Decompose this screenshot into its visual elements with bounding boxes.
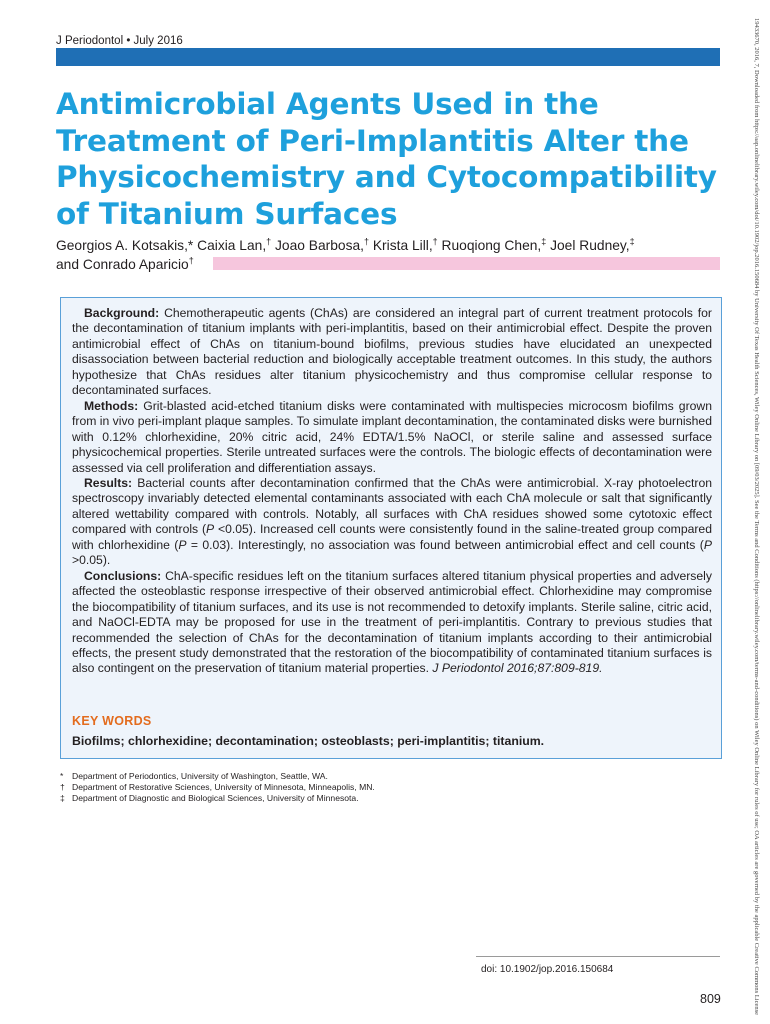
highlight-bar	[213, 257, 720, 270]
doi-rule	[476, 956, 720, 957]
article-title: Antimicrobial Agents Used in the Treatment of Peri-Implantitis Alter the Physicochemistry and Cytocompatibility of Titanium Surfaces	[56, 87, 717, 231]
conclusions-text: ChA-specific residues left on the titanium surfaces altered titanium physical properties and adversely affected the osteoblastic response irrespective of their observed antimicrobial effect. Chlorhexidine may compromise the biocompatibility of titanium surfaces, and its use is not recommended to detoxify implants. Sterile saline, citric acid, and NaOCl-EDTA may be proposed for use in the treatment of peri-implantitis. Contrary to previous studies that recommended the selection of ChAs for the decontamination of titanium implants according to their antimicrobial effects, the present study demonstrated that the restoration of the biocompatibility of contaminated titanium surfaces is also contingent on the preservation of titanium material properties.	[72, 568, 712, 676]
author-mark: †	[364, 236, 370, 247]
footnote	[60, 793, 660, 804]
author-name: Joao Barbosa,	[275, 238, 364, 253]
p-value-symbol: P	[206, 522, 215, 537]
abstract-methods	[72, 399, 712, 476]
keywords-heading: KEY WORDS	[72, 714, 152, 728]
background-text: Chemotherapeutic agents (ChAs) are considered an integral part of current treatment protocols for the decontamination of titanium implants with peri-implantitis, based on their antimicrobial effect. Despite the proven antimicrobial effect of ChAs on titanium-bound biofilms, previous studies have elucidated an unexpected disassociation between bacterial reduction and biologically acceptable treatment outcomes. In this study, the authors hypothesize that ChAs residues alter titanium physicochemistry and thus compromise cellular response to decontaminated surfaces.	[72, 306, 712, 398]
citation: J Periodontol 2016;87:809-819.	[432, 661, 603, 676]
author-mark: *	[187, 238, 194, 253]
footnote-mark: †	[60, 782, 65, 792]
author-mark: †	[188, 254, 194, 265]
footnote-mark: ‡	[60, 793, 65, 803]
background-label: Background:	[84, 306, 160, 320]
p-value-symbol: P	[703, 537, 712, 552]
footnote	[60, 782, 660, 793]
journal-header: J Periodontol • July 2016	[56, 35, 183, 47]
abstract-background	[72, 306, 712, 399]
conclusions-label: Conclusions:	[84, 568, 162, 583]
results-text: Bacterial counts after decontamination confirmed that the ChAs were antimicrobial. X-ray photoelectron spectroscopy invariably detected elemental contaminants associated with each ChA molecule or salt that significantly altered wettability compared with controls. Notably, all surfaces with ChA residues showed some cytotoxic effect compared with controls (	[72, 475, 713, 537]
results-text: <0.05). Increased cell counts were consistently found in the saline-treated group compared with chlorhexidine (	[72, 522, 712, 552]
download-notice: 19433670, 2016, 7, Downloaded from https://aap.onlinelibrary.wiley.com/doi/10.1902/jop.2016.150684 by University Of Texas Health Sciences, Wiley Online Library on [09/03/2025]. See the Terms and Conditions (https://onlinelibrary.wiley.com/terms-and-conditions) on Wiley Online Library for rules of use; OA articles are governed by the applicable Creative Commons License	[753, 18, 760, 1016]
keywords-list: Biofilms; chlorhexidine; decontamination; osteoblasts; peri-implantitis; titanium.	[72, 734, 545, 748]
author-mark: ‡	[541, 236, 547, 247]
author-name: Ruoqiong Chen,	[441, 238, 542, 253]
footnote-text: Department of Periodontics, University of Washington, Seattle, WA.	[72, 771, 328, 781]
header-bar	[56, 48, 720, 66]
author-name: and Conrado Aparicio	[56, 256, 189, 272]
abstract-results	[72, 476, 712, 569]
doi-link[interactable]: doi: 10.1902/jop.2016.150684	[481, 964, 614, 975]
footnote	[60, 771, 660, 782]
page-number: 809	[700, 992, 721, 1006]
author-name: Krista Lill,	[372, 238, 433, 253]
footnote-text: Department of Diagnostic and Biological Sciences, University of Minnesota.	[72, 793, 359, 803]
results-text: = 0.03). Interestingly, no association was found between antimicrobial effect and cell counts (	[186, 537, 704, 552]
footnote-mark: *	[60, 771, 64, 781]
author-name: Georgios A. Kotsakis,	[56, 238, 188, 253]
methods-label: Methods:	[84, 398, 139, 413]
author-mark: ‡	[629, 236, 635, 247]
results-label: Results:	[84, 475, 133, 490]
author-name: Joel Rudney,	[550, 238, 630, 253]
footnote-text: Department of Restorative Sciences, University of Minnesota, Minneapolis, MN.	[72, 782, 375, 792]
abstract	[72, 306, 712, 677]
methods-text: Grit-blasted acid-etched titanium disks were contaminated with multispecies microcosm biofilms grown from in vivo peri-implant plaque samples. To simulate implant decontamination, the contaminated disks were burnished with 0.12% chlorhexidine, 20% citric acid, 24% EDTA/1.5% NaOCl, or sterile saline and assessed surface physicochemical properties. Sterile untreated surfaces were the controls. The biologic effects of decontamination were assessed via cell proliferation and differentiation assays.	[72, 398, 712, 475]
author-mark: †	[432, 236, 438, 247]
results-text: >0.05).	[72, 553, 111, 568]
author-name: Caixia Lan,	[197, 238, 267, 253]
abstract-conclusions	[72, 569, 712, 677]
p-value-symbol: P	[178, 537, 187, 552]
author-mark: †	[266, 236, 272, 247]
footnotes	[60, 771, 660, 804]
